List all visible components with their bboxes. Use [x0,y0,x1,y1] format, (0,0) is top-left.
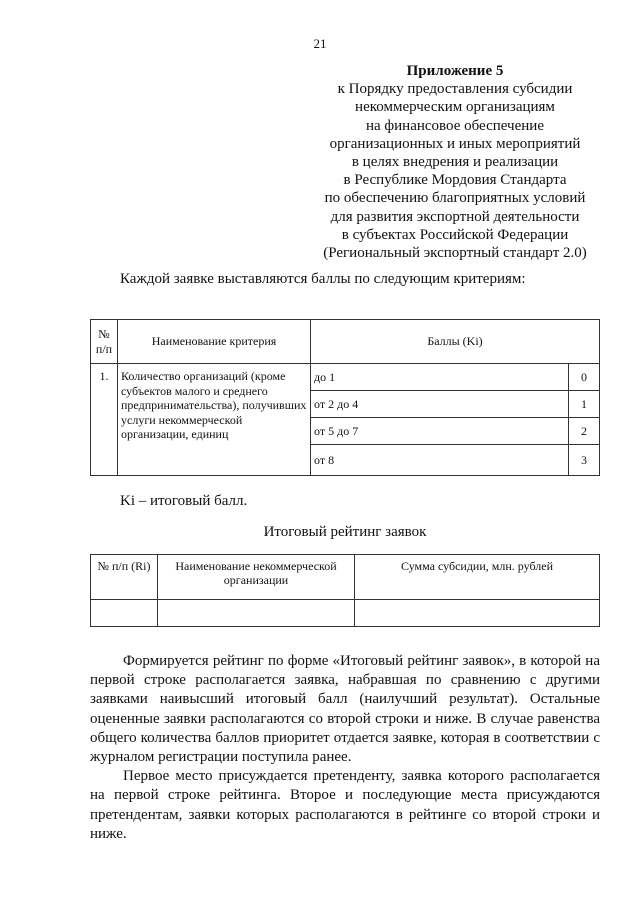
appendix-line: (Региональный экспортный стандарт 2.0) [323,245,587,262]
empty-cell [355,600,600,627]
range-cell: от 2 до 4 [311,391,569,418]
intro-text: Каждой заявке выставляются баллы по следующим критериям: [120,271,526,287]
header-criterion-name: Наименование критерия [118,320,311,364]
rating-table [90,554,600,627]
appendix-line: по обеспечению благоприятных условий [324,190,586,207]
range-cell: от 5 до 7 [311,418,569,445]
appendix-line: на финансовое обеспечение [366,117,544,134]
paragraph: Формируется рейтинг по форме «Итоговый рейтинг заявок», в которой на первой строке располагается заявка, набравшая по сравнению с другими заявками наивысший итоговый балл (наилучший результат). Остальные оцененные заявки располагаются со второй строки и ниже. В случае равенства общего количества баллов приоритет отдается заявке, которая в соответствии с журналом регистрации поступила ранее. [90,653,600,766]
points-cell: 2 [569,418,600,445]
rating-header-row [91,555,600,600]
empty-cell [158,600,355,627]
appendix-line: для развития экспортной деятельности [330,208,580,225]
page-number: 21 [313,36,327,51]
rating-empty-row [91,600,600,627]
appendix-line: некоммерческим организациям [355,99,555,116]
rating-title: Итоговый рейтинг заявок [263,524,427,540]
points-cell: 3 [569,445,600,476]
header-subsidy-sum: Сумма субсидии, млн. рублей [355,555,600,600]
points-cell: 0 [569,364,600,391]
ki-note: Ki – итоговый балл. [120,493,248,509]
appendix-title: Приложение 5 [406,63,504,79]
empty-cell [91,600,158,627]
header-points: Баллы (Ki) [311,320,600,364]
appendix-line: в Республике Мордовия Стандарта [343,172,567,189]
points-cell: 1 [569,391,600,418]
criteria-header-row [91,320,600,364]
range-cell: от 8 [311,445,569,476]
header-rank: № п/п (Ri) [91,555,158,600]
row-num: 1. [91,364,118,476]
appendix-line: к Порядку предоставления субсидии [337,81,573,98]
appendix-line: организационных и иных мероприятий [329,135,581,152]
range-cell: до 1 [311,364,569,391]
appendix-line: в целях внедрения и реализации [351,154,559,171]
header-organization: Наименование некоммерческой организации [158,555,355,600]
row-criterion-name: Количество организаций (кроме субъектов малого и среднего предпринимательства), получивших услуги некоммерческой организации, единиц [118,364,311,476]
criteria-table [90,319,600,476]
appendix-header [300,62,610,262]
criteria-row [91,364,600,391]
paragraph: Первое место присуждается претенденту, заявка которого располагается на первой строке рейтинга. Второе и последующие места присуждаются претендентам, заявки которых располагаются в рейтинге со второй строки и ниже. [90,768,600,842]
appendix-line: в субъектах Российской Федерации [341,226,569,243]
header-num: № п/п [91,320,118,364]
body-text [90,652,600,844]
